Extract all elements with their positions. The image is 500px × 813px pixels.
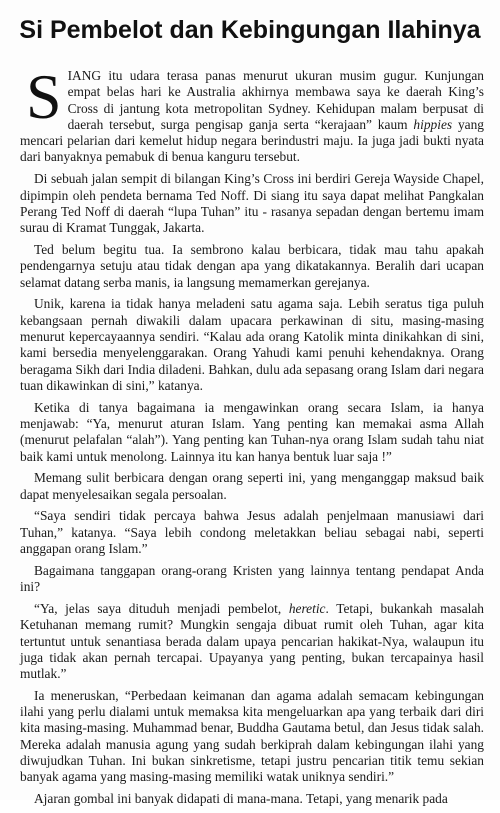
text-run: Unik, karena ia tidak hanya meladeni satu agama saja. Lebih seratus tiga puluh kebangsaan pernah diwakili dalam upacara perkawinan di situ, masing-masing menurut kepercayaannya sendiri. “Kalau ada orang Katolik minta dinikahkan di sini, kami bersedia menyelenggarakan. Orang Yahudi kami penuhi kehendaknya. Orang beragama Sikh dari India diladeni. Bahkan, dulu ada sepasang orang Islam dari negara tuan dikawinkan di sini,” katanya. [20,296,484,393]
text-run: “Saya sendiri tidak percaya bahwa Jesus adalah penjelmaan manusiawi dari Tuhan,” katanya. “Saya lebih condong meletakkan beliau sebagai nabi, seperti anggapan orang Islam.” [20,508,484,557]
text-run: Di sebuah jalan sempit di bilangan King’s Cross ini berdiri Gereja Wayside Chapel, dipimpin oleh pendeta bernama Ted Noff. Di siang itu saya dapat melihat Pangkalan Perang Ted Noff di daerah “lupa Tuhan” itu - rasanya sepadan dengan bertemu imam surau di Kramat Tunggak, Jakarta. [20,171,484,236]
text-run: Ted belum begitu tua. Ia sembrono kalau berbicara, tidak mau tahu apakah pendengarnya setuju atau tidak dengan apa yang dikatakannya. Beralih dari ucapan selamat datang serba manis, ia langsung memamerkan gerejanya. [20,241,484,290]
text-run: Ketika di tanya bagaimana ia mengawinkan orang secara Islam, ia hanya menjawab: “Ya, menurut aturan Islam. Yang penting kan memakai asma Allah (menurut pelafalan “alah”). Yang penting kan Tuhan-nya orang Islam sudah tahu niat baik kami untuk menolong. Lainnya itu kan hanya bentuk luar saja !” [20,399,484,464]
paragraph [20,470,484,503]
paragraph [20,242,484,291]
paragraph [20,508,484,557]
text-run: Ajaran gombal ini banyak didapati di mana-mana. Tetapi, yang menarik pada [34,791,448,807]
text-run-italic: hippies [413,116,453,132]
text-run: IANG itu udara terasa panas menurut ukuran musim gugur. Kunjungan empat belas hari ke Australia akhirnya membawa saya ke daerah King’s Cross di jantung kota metropolitan Sydney. Kehidupan malam berpusat di daerah tersebut, surga pengisap ganja serta “kerajaan” kaum [67,68,484,132]
article-body [20,61,484,813]
paragraph [20,171,484,236]
paragraph [20,61,484,166]
text-run: yang mencari pelarian dari kemelut hidup negara berindustri maju. Ia juga jadi bukti nyata dari banyaknya pemabuk di benua kanguru tersebut. [20,116,484,165]
text-run-italic: heretic [288,600,326,616]
text-run: Memang sulit berbicara dengan orang seperti ini, yang menganggap maksud baik dapat menyelesaikan segala persoalan. [20,470,484,502]
chapter-title: Si Pembelot dan Kebingungan Ilahinya [19,16,481,44]
text-run: Ia meneruskan, “Perbedaan keimanan dan agama adalah semacam kebingungan ilahi yang perlu dialami untuk memaksa kita mengeluarkan apa yang terbaik dari diri kita masing-masing. Muhammad benar, Buddha Gautama betul, dan Jesus tidak salah. Mereka adalah manusia agung yang sudah berkiprah dalam kebingungan ilahi yang diwujudkan Tuhan. Ini bukan sinkretisme, tetapi justru pencarian titik temu sekian banyak agama yang masing-masing memiliki watak uniknya sendiri.” [20,687,484,785]
text-run: Bagaimana tanggapan orang-orang Kristen yang lainnya tentang pendapat Anda ini? [20,562,484,595]
paragraph [20,400,484,465]
paragraph [20,296,484,394]
drop-cap: S [26,61,62,132]
text-run: . Tetapi, bukankah masalah Ketuhanan memang rumit? Mungkin sengaja dibuat rumit oleh Tuhan, agar kita tertuntut untuk senantiasa berada dalam upaya pencarian hakikat-Nya, walaupun itu juga tidak akan pernah tercapai. Upayanya yang penting, bukan tercapainya hasil mutlak.” [20,600,484,682]
paragraph [20,791,484,807]
paragraph [20,563,484,596]
paragraph [20,688,484,786]
paragraph [20,601,484,682]
text-run: “Ya, jelas saya dituduh menjadi pembelot, [34,600,289,616]
